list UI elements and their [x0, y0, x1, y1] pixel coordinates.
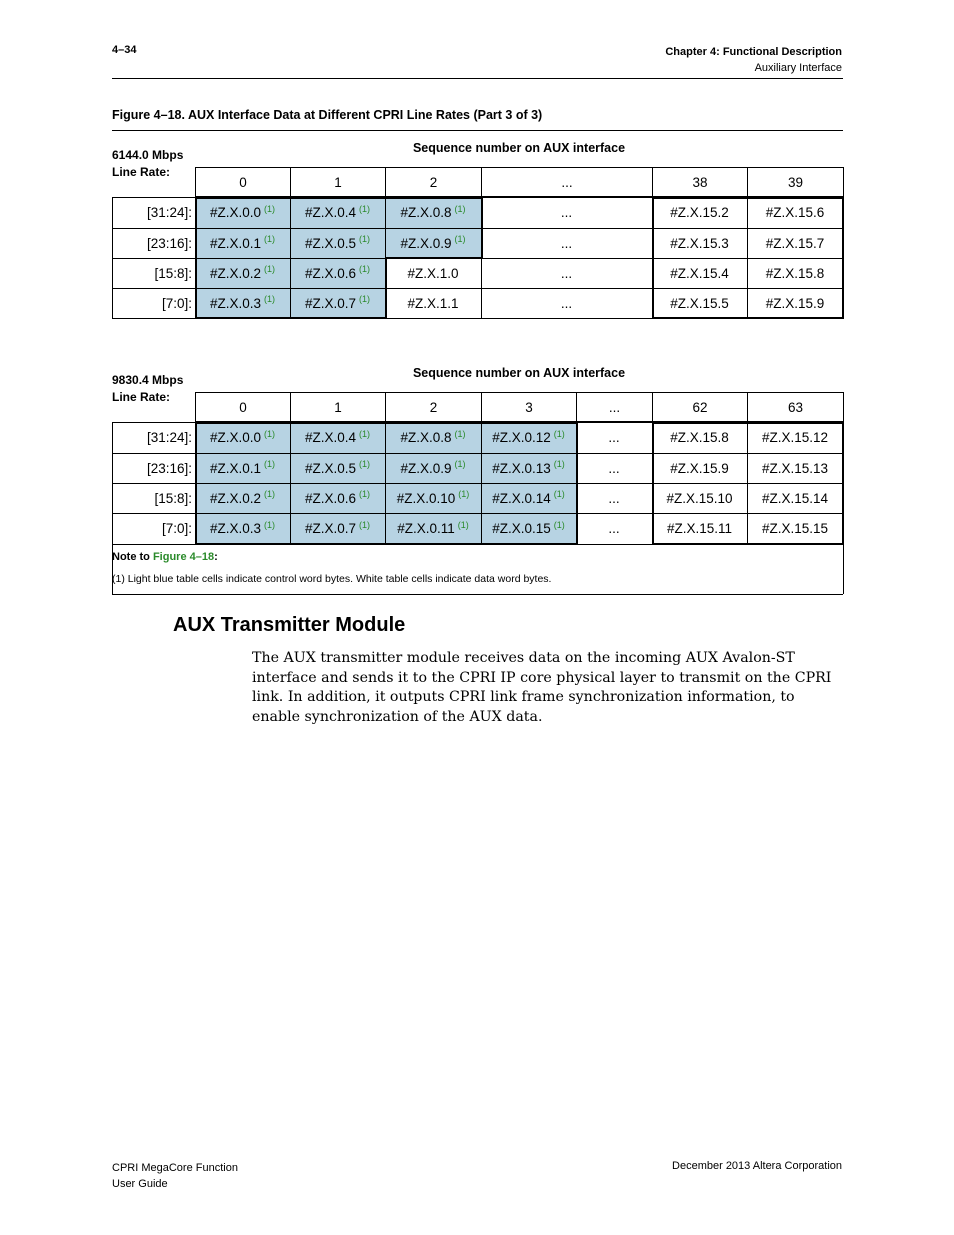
control-word-cell — [385, 228, 481, 258]
control-word-cell — [195, 513, 290, 544]
right-block-outline — [652, 317, 844, 319]
column-header: 63 — [747, 392, 844, 422]
footnote-ref: (1) — [264, 234, 276, 244]
right-block-outline — [652, 197, 654, 318]
cell-value: #Z.X.0.3 — [209, 295, 262, 311]
control-word-cell — [481, 453, 576, 483]
grid-line — [747, 197, 748, 318]
footnote-ref: (1) — [454, 234, 466, 244]
note-suffix: : — [214, 551, 218, 563]
control-block-outline — [385, 257, 483, 259]
grid-line — [112, 288, 843, 289]
cell-value: #Z.X.0.0 — [209, 205, 262, 220]
data-word-cell — [385, 258, 481, 288]
cell-value: #Z.X.0.7 — [304, 521, 357, 536]
cell-value: #Z.X.0.3 — [209, 521, 262, 536]
control-word-cell — [290, 288, 385, 318]
cell-value: #Z.X.0.7 — [304, 295, 357, 311]
cell-value: #Z.X.0.9 — [400, 460, 452, 476]
footnote-ref: (1) — [264, 203, 276, 214]
control-block-outline — [195, 197, 197, 318]
footnote-ref: (1) — [264, 264, 276, 274]
cell-value: ... — [560, 265, 573, 281]
cell-value: #Z.X.0.11 — [397, 521, 455, 536]
control-word-cell — [385, 483, 481, 513]
grid-line — [112, 422, 113, 544]
data-word-cell — [652, 258, 747, 288]
control-word-cell — [290, 228, 385, 258]
cell-value: #Z.X.0.10 — [396, 490, 456, 506]
table2-sequence-label: Sequence number on AUX interface — [412, 366, 626, 380]
table2-rate-caption: Line Rate: — [112, 390, 171, 404]
cell-value: #Z.X.15.9 — [765, 295, 825, 311]
control-word-cell — [385, 422, 481, 453]
cell-value: #Z.X.1.1 — [407, 295, 459, 311]
column-header: 2 — [385, 167, 482, 197]
data-word-cell — [481, 197, 652, 228]
right-block-outline — [652, 543, 844, 545]
grid-line — [112, 453, 843, 454]
grid-line — [112, 483, 843, 484]
right-block-outline — [652, 422, 654, 544]
cell-value: #Z.X.15.6 — [765, 205, 825, 220]
figure-note-heading — [112, 551, 218, 563]
page-number: 4–34 — [112, 44, 137, 56]
data-word-cell — [576, 422, 652, 453]
footer-doc-type: User Guide — [112, 1178, 168, 1190]
column-header: 1 — [290, 392, 386, 422]
data-word-cell — [747, 288, 843, 318]
footnote-ref: (1) — [553, 489, 565, 499]
row-label: [15:8]: — [154, 265, 192, 281]
footer-product: CPRI MegaCore Function — [112, 1162, 238, 1174]
control-word-cell — [195, 483, 290, 513]
figure-rule — [112, 130, 843, 131]
control-word-cell — [290, 197, 385, 228]
cell-value: ... — [608, 430, 620, 445]
grid-line — [290, 422, 291, 544]
cell-value: #Z.X.0.6 — [304, 490, 357, 506]
column-header: 0 — [195, 392, 291, 422]
control-word-cell — [195, 197, 290, 228]
right-block-outline — [842, 422, 844, 544]
control-word-cell — [481, 483, 576, 513]
row-label: [23:16]: — [146, 235, 192, 251]
data-word-cell — [576, 453, 652, 483]
cell-value: #Z.X.1.0 — [407, 265, 459, 281]
section-title: AUX Transmitter Module — [173, 614, 406, 636]
control-word-cell — [195, 228, 290, 258]
control-block-outline — [195, 197, 483, 199]
cell-value: #Z.X.0.13 — [492, 460, 551, 476]
cell-value: ... — [608, 521, 620, 536]
cell-value: ... — [560, 295, 573, 311]
column-header: ... — [576, 392, 653, 422]
footnote-ref: (1) — [359, 203, 371, 214]
footnote-ref: (1) — [264, 489, 276, 499]
footnote-ref: (1) — [454, 428, 466, 439]
control-word-cell — [290, 513, 385, 544]
control-word-cell — [195, 258, 290, 288]
control-block-outline — [385, 258, 387, 318]
control-word-cell — [385, 453, 481, 483]
figure-title: Figure 4–18. AUX Interface Data at Different CPRI Line Rates (Part 3 of 3) — [112, 108, 543, 122]
chapter-title: Chapter 4: Functional Description — [665, 46, 842, 58]
cell-value: #Z.X.0.9 — [400, 235, 452, 251]
data-word-cell — [652, 288, 747, 318]
cell-value: #Z.X.0.1 — [209, 235, 262, 251]
column-header: ... — [481, 167, 653, 197]
footnote-ref: (1) — [454, 459, 466, 469]
data-word-cell — [652, 228, 747, 258]
footer-right: December 2013 Altera Corporation — [672, 1160, 842, 1172]
column-header: 2 — [385, 392, 482, 422]
footnote-ref: (1) — [359, 264, 371, 274]
column-header: 1 — [290, 167, 386, 197]
cell-value: #Z.X.0.15 — [492, 521, 551, 536]
cell-value: ... — [560, 235, 573, 251]
data-word-cell — [652, 453, 747, 483]
footnote-ref: (1) — [359, 459, 371, 469]
right-block-outline — [652, 197, 844, 199]
control-word-cell — [385, 513, 481, 544]
footnote-ref: (1) — [454, 203, 466, 214]
grid-line — [747, 422, 748, 544]
note-box-right — [843, 544, 844, 594]
data-word-cell — [747, 197, 843, 228]
cell-value: ... — [608, 460, 620, 476]
grid-line — [112, 513, 843, 514]
grid-line — [290, 197, 291, 318]
control-word-cell — [481, 422, 576, 453]
footnote-ref: (1) — [457, 519, 469, 530]
control-block-outline — [195, 422, 197, 544]
cell-value: #Z.X.0.6 — [304, 265, 357, 281]
column-header: 3 — [481, 392, 577, 422]
data-word-cell — [652, 513, 747, 544]
data-word-cell — [747, 513, 843, 544]
row-label: [23:16]: — [146, 460, 192, 476]
table2-rate-value: 9830.4 Mbps — [112, 373, 184, 387]
data-word-cell — [385, 288, 481, 318]
cell-value: #Z.X.0.0 — [209, 430, 262, 445]
cell-value: #Z.X.15.9 — [670, 460, 729, 476]
control-word-cell — [290, 422, 385, 453]
right-block-outline — [842, 197, 844, 318]
cell-value: #Z.X.15.4 — [670, 265, 729, 281]
data-word-cell — [747, 258, 843, 288]
header-rule — [112, 78, 843, 79]
table1-rate-caption: Line Rate: — [112, 165, 171, 179]
footnote-ref: (1) — [264, 428, 276, 439]
control-word-cell — [481, 513, 576, 544]
control-word-cell — [290, 258, 385, 288]
footnote-ref: (1) — [359, 428, 371, 439]
grid-line — [481, 422, 482, 544]
note-prefix: Note to — [112, 551, 153, 563]
cell-value: #Z.X.0.8 — [400, 205, 452, 220]
column-header: 38 — [652, 167, 748, 197]
data-word-cell — [747, 453, 843, 483]
control-word-cell — [195, 288, 290, 318]
figure-note-text: (1) Light blue table cells indicate control word bytes. White table cells indicate data word bytes. — [112, 573, 552, 585]
figure-link[interactable]: Figure 4–18 — [152, 551, 215, 563]
cell-value: #Z.X.15.14 — [761, 490, 829, 506]
cell-value: #Z.X.0.5 — [304, 235, 357, 251]
cell-value: #Z.X.15.10 — [666, 490, 733, 506]
section-name: Auxiliary Interface — [754, 62, 842, 74]
grid-line — [385, 422, 386, 544]
data-word-cell — [481, 258, 652, 288]
footnote-ref: (1) — [359, 234, 371, 244]
cell-value: #Z.X.0.2 — [209, 265, 262, 281]
control-word-cell — [195, 422, 290, 453]
control-block-outline — [195, 543, 578, 545]
table2-rate-label — [112, 372, 183, 406]
cell-value: #Z.X.0.8 — [400, 430, 452, 445]
cell-value: #Z.X.15.8 — [765, 265, 825, 281]
data-word-cell — [747, 228, 843, 258]
body-paragraph: The AUX transmitter module receives data on the incoming AUX Avalon-ST interface and sends it to the CPRI IP core physical layer to transmit on the CPRI link. In addition, it outputs CPRI link frame synchronization information, to enable synchronization of the AUX data. — [252, 650, 832, 725]
cell-value: #Z.X.0.1 — [209, 460, 262, 476]
cell-value: ... — [560, 205, 573, 220]
row-label: [15:8]: — [154, 490, 192, 506]
footnote-ref: (1) — [359, 489, 371, 499]
right-block-outline — [652, 422, 844, 424]
footnote-ref: (1) — [264, 519, 276, 530]
table1-sequence-label: Sequence number on AUX interface — [412, 141, 626, 155]
data-word-cell — [652, 483, 747, 513]
cell-value: #Z.X.15.5 — [670, 295, 729, 311]
data-word-cell — [481, 228, 652, 258]
cell-value: #Z.X.15.13 — [761, 460, 829, 476]
cell-value: ... — [608, 490, 620, 506]
column-header: 0 — [195, 167, 291, 197]
table1-rate-label — [112, 147, 183, 181]
footnote-ref: (1) — [264, 294, 276, 304]
row-label: [31:24]: — [146, 430, 192, 445]
footnote-ref: (1) — [359, 519, 371, 530]
table1-rate-value: 6144.0 Mbps — [112, 148, 184, 162]
footer-left — [112, 1160, 238, 1192]
control-block-outline — [195, 317, 387, 319]
cell-value: #Z.X.15.8 — [670, 430, 729, 445]
control-block-outline — [576, 422, 578, 544]
cell-value: #Z.X.0.2 — [209, 490, 262, 506]
cell-value: #Z.X.0.14 — [492, 490, 551, 506]
cell-value: #Z.X.0.5 — [304, 460, 357, 476]
footnote-ref: (1) — [553, 428, 565, 439]
footnote-ref: (1) — [359, 294, 371, 304]
cell-value: #Z.X.15.11 — [666, 521, 733, 536]
data-word-cell — [747, 422, 843, 453]
column-header: 62 — [652, 392, 748, 422]
cell-value: #Z.X.15.12 — [761, 430, 829, 445]
column-header: 39 — [747, 167, 844, 197]
data-word-cell — [576, 513, 652, 544]
cell-value: #Z.X.0.4 — [304, 430, 357, 445]
data-word-cell — [652, 422, 747, 453]
cell-value: #Z.X.15.2 — [670, 205, 729, 220]
note-box-bottom — [112, 594, 843, 595]
grid-line — [112, 228, 843, 229]
footnote-ref: (1) — [458, 489, 470, 499]
row-label: [7:0]: — [161, 521, 192, 536]
cell-value: #Z.X.0.4 — [304, 205, 357, 220]
control-word-cell — [290, 453, 385, 483]
footnote-ref: (1) — [264, 459, 276, 469]
cell-value: #Z.X.0.12 — [492, 430, 551, 445]
row-label: [7:0]: — [161, 295, 192, 311]
control-word-cell — [195, 453, 290, 483]
footnote-ref: (1) — [553, 459, 565, 469]
cell-value: #Z.X.15.7 — [765, 235, 825, 251]
running-header — [665, 44, 842, 76]
control-block-outline — [195, 422, 578, 424]
row-label: [31:24]: — [146, 205, 192, 220]
cell-value: #Z.X.15.15 — [761, 521, 829, 536]
data-word-cell — [747, 483, 843, 513]
data-word-cell — [481, 288, 652, 318]
grid-line — [112, 197, 113, 318]
data-word-cell — [652, 197, 747, 228]
control-block-outline — [481, 197, 483, 258]
control-word-cell — [290, 483, 385, 513]
control-word-cell — [385, 197, 481, 228]
cell-value: #Z.X.15.3 — [670, 235, 729, 251]
footnote-ref: (1) — [553, 519, 565, 530]
data-word-cell — [576, 483, 652, 513]
